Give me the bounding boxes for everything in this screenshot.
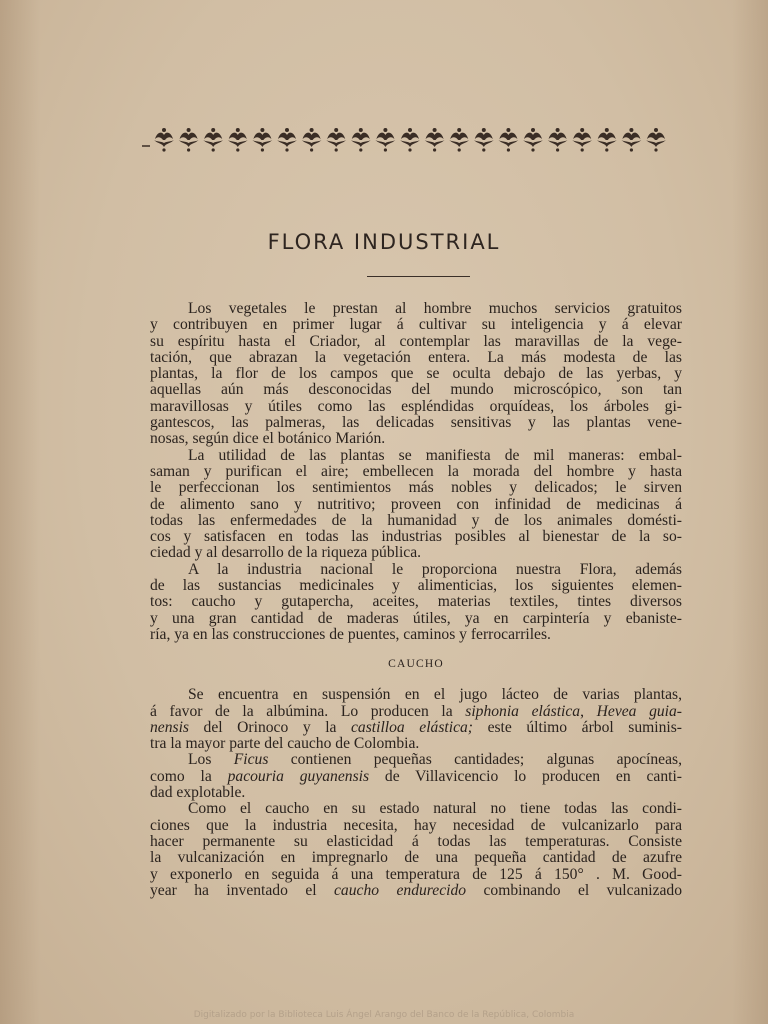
caucho-paragraph-3 — [150, 801, 682, 899]
text-run: este último árbol suminis- — [473, 718, 682, 736]
ornament-motif — [351, 128, 371, 152]
paragraph — [150, 562, 682, 643]
text-line — [150, 704, 682, 720]
species-name: Hevea guia- — [596, 702, 682, 720]
text-line: saman y purifican el aire; embellecen la morada del hombre y hasta — [150, 462, 682, 480]
text-line: aquellas aún más desconocidas del mundo microscópico, son tan — [150, 381, 682, 399]
ornament-motif — [277, 128, 297, 152]
caucho-paragraph-1 — [150, 687, 682, 752]
text-line: y una gran cantidad de maderas útiles, ya en carpintería y ebaniste- — [150, 609, 682, 627]
text-line: tos: caucho y gutapercha, aceites, materias textiles, tintes diversos — [150, 593, 682, 611]
text-run: del Orinoco y la — [188, 718, 352, 736]
text-line: tra la mayor parte del caucho de Colombia. — [150, 735, 420, 753]
ornament-motif — [597, 128, 617, 152]
text-run: Los — [188, 751, 234, 769]
text-line: de las sustancias medicinales y alimenticias, los siguientes elemen- — [150, 577, 682, 595]
title-underline — [367, 276, 470, 277]
ornament-motif — [621, 128, 641, 152]
text-line: ciedad y al desarrollo de la riqueza pública. — [150, 544, 422, 562]
text-line: ciones que la industria necesita, hay necesidad de vulcanizarlo para — [150, 816, 682, 834]
ornament-motif — [203, 128, 223, 152]
text-line — [150, 720, 682, 736]
text-run: , — [580, 702, 597, 720]
ornament-motif — [548, 128, 568, 152]
ornament-motif — [252, 128, 272, 152]
ornament-motif — [326, 128, 346, 152]
paragraph — [150, 448, 682, 562]
text-line: hacer permanente su elasticidad á todas las temperaturas. Consiste — [150, 832, 682, 850]
text-line: Se encuentra en suspensión en el jugo lácteo de varias plantas, — [188, 686, 682, 704]
ornament-motif — [154, 128, 174, 152]
text-line: Como el caucho en su estado natural no tiene todas las condi- — [188, 800, 682, 818]
caucho-paragraph-2 — [150, 752, 682, 801]
text-line: maravillosas y útiles como las espléndidas orquídeas, los árboles gi- — [150, 397, 682, 415]
text-line: tación, que abrazan la vegetación entera. La más modesta de las — [150, 348, 682, 366]
text-run: combinando el vulcanizado — [466, 881, 683, 899]
ornament-motif — [302, 128, 322, 152]
text-line: ría, ya en las construcciones de puentes, caminos y ferrocarriles. — [150, 625, 551, 643]
ornament-motif — [474, 128, 494, 152]
text-run: year ha inventado el — [150, 881, 335, 899]
text-run: á favor de la albúmina. Lo producen la — [150, 702, 466, 720]
text-line: y contribuyen en primer lugar á cultivar su inteligencia y á elevar — [150, 316, 682, 334]
text-line: plantas, la flor de los campos que se oculta debajo de las yerbas, y — [150, 365, 682, 383]
text-line: todas las enfermedades de la humanidad y de los animales domésti- — [150, 511, 682, 529]
text-line: nosas, según dice el botánico Marión. — [150, 430, 386, 448]
ornament-motif — [449, 128, 469, 152]
term-italic: caucho endurecido — [334, 881, 467, 899]
text-line: cos y satisfacen en todas las industrias posibles al bienestar de la so- — [150, 528, 682, 546]
text-line: le perfeccionan los sentimientos más nobles y delicados; le sirven — [150, 479, 682, 497]
digitization-credit: Digitalizado por la Biblioteca Luis Ángel Arango del Banco de la República, Colombia — [193, 1010, 575, 1020]
text-line — [150, 752, 682, 768]
species-name: siphonia elástica — [465, 702, 581, 720]
ornament-motif — [646, 128, 666, 152]
text-line — [150, 883, 682, 899]
ornament-motif — [572, 128, 592, 152]
ornament-motif — [523, 128, 543, 152]
text-line: su espíritu hasta el Criador, al contemplar las maravillas de la vege- — [150, 332, 682, 350]
text-line: gantescos, las palmeras, las delicadas sensitivas y las plantas vene- — [150, 414, 682, 432]
text-line: y exponerlo en seguida á una temperatura de 125 á 150° . M. Good- — [150, 865, 682, 883]
species-name: castilloa elástica; — [351, 718, 473, 736]
text-line: A la industria nacional le proporciona nuestra Flora, además — [188, 560, 682, 578]
text-line: la vulcanización en impregnarlo de una pequeña cantidad de azufre — [150, 849, 682, 867]
text-line — [150, 769, 682, 785]
text-line: de alimento sano y nutritivo; proveen con infinidad de medicinas á — [150, 495, 682, 513]
species-name: nensis — [150, 718, 189, 736]
page-title: FLORA INDUSTRIAL — [267, 230, 501, 254]
ornament-motif — [498, 128, 518, 152]
intro-paragraphs — [150, 301, 682, 643]
text-line: dad explotable. — [150, 784, 246, 802]
section-heading-caucho: CAUCHO — [388, 658, 444, 671]
species-name: pacouria guyanensis — [227, 767, 370, 785]
species-name: Ficus — [233, 751, 269, 769]
ornament-motif — [179, 128, 199, 152]
article-body — [150, 301, 682, 899]
text-run: como la — [150, 767, 228, 785]
ornament-motif — [400, 128, 420, 152]
text-line: La utilidad de las plantas se manifiesta de mil maneras: embal- — [188, 446, 682, 464]
ornament-motif — [375, 128, 395, 152]
ornament-motif — [228, 128, 248, 152]
ornament-motif — [425, 128, 445, 152]
text-line: Los vegetales le prestan al hombre muchos servicios gratuitos — [188, 300, 682, 317]
text-run: de Villavicencio lo producen en canti- — [369, 767, 682, 785]
floral-ornament-band — [140, 126, 675, 152]
text-run: contienen pequeñas cantidades; algunas apocíneas, — [268, 751, 682, 769]
paragraph — [150, 301, 682, 448]
